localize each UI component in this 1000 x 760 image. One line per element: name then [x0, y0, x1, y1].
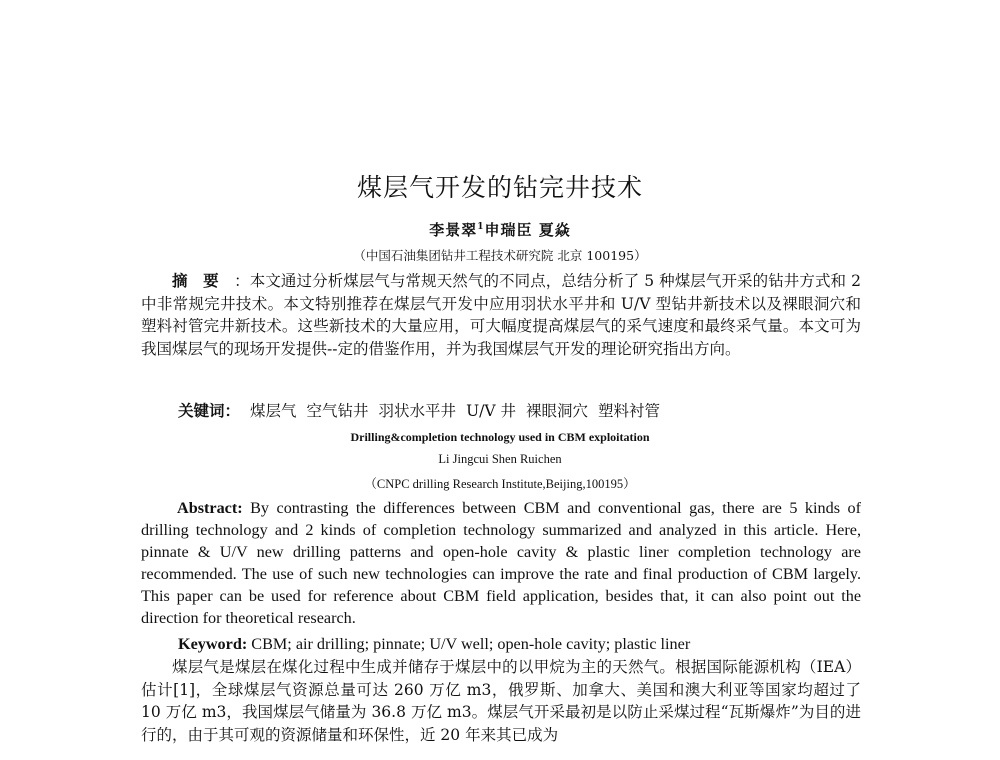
paper-title-en: Drilling&completion technology used in CBM exploitation [350, 430, 650, 444]
keyword-cn: 塑料衬管 [597, 402, 660, 420]
abstract-en-text: By contrasting the differences between CBM and conventional gas, there are 5 kinds of drilling technology and 2 kinds of completion technology summarized and analyzed in this article. Here, pinnate & U/V new drilling patterns and open-hole cavity & plastic liner completion technology are recommended. The use of such new technologies can improve the rate and final production of CBM largely. This paper can be used for reference about CBM field application, besides that, it can also point out the direction for theoretical research. [141, 499, 861, 627]
keyword-cn: 煤层气 [250, 402, 297, 420]
keywords-cn [178, 399, 660, 421]
keyword-cn: 空气钻井 [306, 402, 369, 420]
author-affiliation-mark: 1 [477, 222, 485, 232]
abstract-cn [141, 270, 861, 360]
keywords-en-text: CBM; air drilling; pinnate; U/V well; open-hole cavity; plastic liner [247, 635, 691, 653]
abstract-cn-label: 摘要 [172, 271, 235, 290]
author-first-cn: 李景翠 [429, 221, 478, 239]
paper-title-cn: 煤层气开发的钻完井技术 [356, 173, 643, 202]
authors-rest-cn: 申瑞臣 夏焱 [484, 221, 571, 239]
affiliation-cn: （中国石油集团钻井工程技术研究院 北京 100195） [353, 248, 647, 263]
authors-cn [0, 219, 1000, 240]
affiliation-en: （CNPC drilling Research Institute,Beijing,100195） [364, 477, 636, 491]
keyword-cn: 裸眼洞穴 [525, 402, 588, 420]
abstract-cn-text: ：本文通过分析煤层气与常规天然气的不同点，总结分析了 5 种煤层气开采的钻井方式和 2 中非常规完井技术。本文特别推荐在煤层气开发中应用羽状水平井和 U/V 型钻井新技术以及裸眼洞穴和塑料衬管完井新技术。这些新技术的大量应用，可大幅度提高煤层气的采气速度和最终采气量。本文可为我国煤层气的现场开发提供--定的借鉴作用，并为我国煤层气开发的理论研究指出方向。 [141, 272, 861, 358]
keywords-en [178, 635, 690, 654]
authors-en: Li Jingcui Shen Ruichen [438, 452, 562, 466]
abstract-en [141, 497, 861, 629]
keywords-en-label: Keyword: [178, 635, 248, 653]
keyword-cn: U/V 井 [466, 402, 516, 420]
body-paragraph-cn: 煤层气是煤层在煤化过程中生成并储存于煤层中的以甲烷为主的天然气。根据国际能源机构（IEA）估计[1]，全球煤层气资源总量可达 260 万亿 m3，俄罗斯、加拿大、美国和澳大利亚等国家均超过了 10 万亿 m3，我国煤层气储量为 36.8 万亿 m3。煤层气开采最初是以防止采煤过程“瓦斯爆炸”为目的进行的，由于其可观的资源储量和环保性，近 20 年来其已成为 [141, 658, 861, 744]
keywords-cn-label: 关键词： [178, 402, 241, 420]
abstract-en-label: Abstract: [177, 499, 243, 517]
keyword-cn: 羽状水平井 [378, 402, 457, 420]
